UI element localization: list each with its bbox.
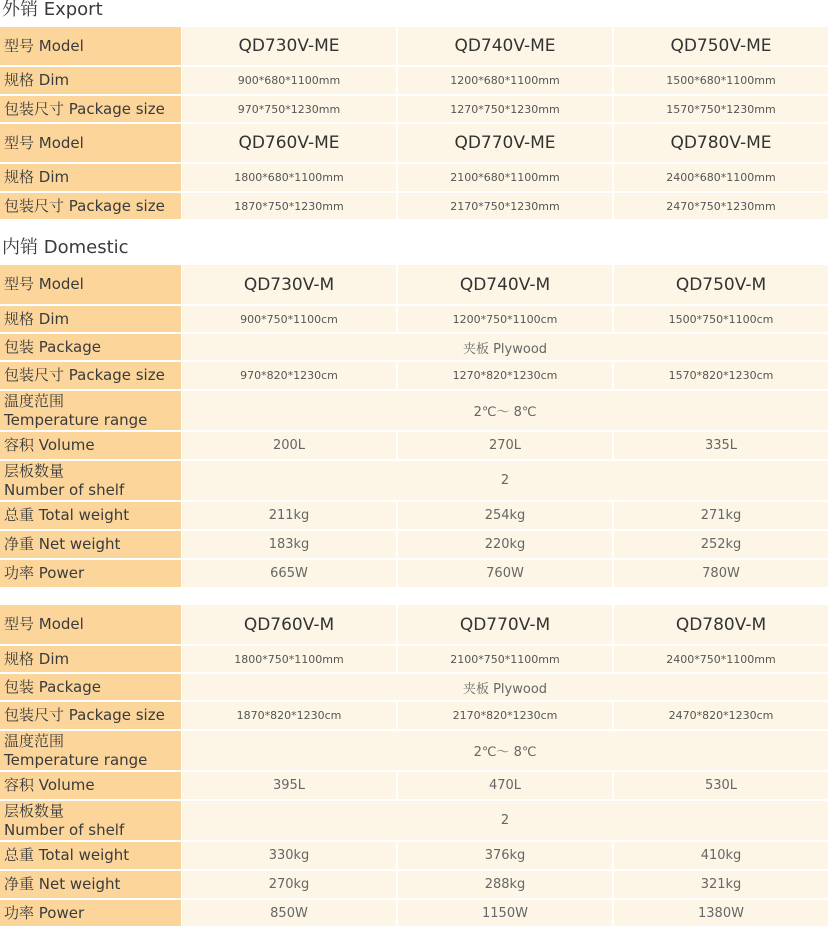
row-label xyxy=(0,391,181,430)
model-cell: QD770V-ME xyxy=(398,124,612,162)
row-label-en: Temperature range xyxy=(4,410,148,429)
shelf-cell: 2 xyxy=(182,461,828,500)
temperature-cell: 2℃～ 8℃ xyxy=(182,391,828,430)
row-label: 容积 Volume xyxy=(0,432,181,459)
package-size-cell: 1570*750*1230mm xyxy=(614,96,828,122)
row-label-cn: 层板数量 xyxy=(4,461,65,480)
package-size-cell: 1270*820*1230cm xyxy=(398,362,612,389)
shelf-cell: 2 xyxy=(182,801,828,840)
row-label: 容积 Volume xyxy=(0,772,181,799)
power-row xyxy=(0,560,828,587)
row-label: 包装尺寸 Package size xyxy=(0,96,181,122)
model-cell: QD740V-M xyxy=(398,265,612,304)
dim-row xyxy=(0,306,828,332)
dim-cell: 1500*750*1100cm xyxy=(614,306,828,332)
net-weight-cell: 220kg xyxy=(398,531,612,558)
row-label: 规格 Dim xyxy=(0,306,181,332)
model-row xyxy=(0,265,828,304)
power-row xyxy=(0,900,828,926)
export-section-title: 外销 Export xyxy=(2,0,103,20)
net-weight-row xyxy=(0,531,828,558)
temperature-cell: 2℃～ 8℃ xyxy=(182,731,828,770)
row-label: 型号 Model xyxy=(0,124,181,162)
model-cell: QD740V-ME xyxy=(398,27,612,65)
power-cell: 665W xyxy=(182,560,396,587)
model-cell: QD750V-ME xyxy=(614,27,828,65)
package-size-row xyxy=(0,96,828,122)
row-label: 净重 Net weight xyxy=(0,871,181,898)
package-size-cell: 1270*750*1230mm xyxy=(398,96,612,122)
net-weight-row xyxy=(0,871,828,898)
dim-row xyxy=(0,67,828,94)
volume-cell: 335L xyxy=(614,432,828,459)
domestic-section-title: 内销 Domestic xyxy=(2,237,129,258)
package-size-row xyxy=(0,193,828,219)
model-cell: QD730V-ME xyxy=(182,27,396,65)
package-row xyxy=(0,334,828,360)
package-size-cell: 970*750*1230mm xyxy=(182,96,396,122)
package-size-cell: 1570*820*1230cm xyxy=(614,362,828,389)
dim-cell: 2400*680*1100mm xyxy=(614,164,828,191)
row-label: 功率 Power xyxy=(0,560,181,587)
row-label-en: Temperature range xyxy=(4,750,148,769)
package-cell: 夹板 Plywood xyxy=(182,674,828,700)
volume-cell: 395L xyxy=(182,772,396,799)
row-label: 规格 Dim xyxy=(0,67,181,94)
row-label: 总重 Total weight xyxy=(0,842,181,869)
row-label: 型号 Model xyxy=(0,265,181,304)
row-label: 规格 Dim xyxy=(0,164,181,191)
package-size-row xyxy=(0,362,828,389)
row-label: 包装 Package xyxy=(0,334,181,360)
row-label: 规格 Dim xyxy=(0,646,181,672)
row-label xyxy=(0,461,181,500)
dim-cell: 900*750*1100cm xyxy=(182,306,396,332)
net-weight-cell: 288kg xyxy=(398,871,612,898)
volume-row xyxy=(0,772,828,799)
package-size-cell: 1870*750*1230mm xyxy=(182,193,396,219)
total-weight-row xyxy=(0,502,828,529)
volume-cell: 530L xyxy=(614,772,828,799)
package-cell: 夹板 Plywood xyxy=(182,334,828,360)
power-cell: 760W xyxy=(398,560,612,587)
row-label: 功率 Power xyxy=(0,900,181,926)
model-cell: QD730V-M xyxy=(182,265,396,304)
total-weight-cell: 330kg xyxy=(182,842,396,869)
power-cell: 1150W xyxy=(398,900,612,926)
row-label-cn: 温度范围 xyxy=(4,731,65,750)
dim-cell: 1200*680*1100mm xyxy=(398,67,612,94)
row-label: 型号 Model xyxy=(0,605,181,644)
row-label: 包装尺寸 Package size xyxy=(0,362,181,389)
model-cell: QD760V-ME xyxy=(182,124,396,162)
row-label: 型号 Model xyxy=(0,27,181,65)
total-weight-cell: 211kg xyxy=(182,502,396,529)
package-size-cell: 970*820*1230cm xyxy=(182,362,396,389)
shelf-row xyxy=(0,801,828,840)
row-label xyxy=(0,731,181,770)
volume-cell: 470L xyxy=(398,772,612,799)
package-size-row xyxy=(0,702,828,729)
row-label: 净重 Net weight xyxy=(0,531,181,558)
package-size-cell: 2170*820*1230cm xyxy=(398,702,612,729)
net-weight-cell: 321kg xyxy=(614,871,828,898)
model-cell: QD780V-ME xyxy=(614,124,828,162)
package-row xyxy=(0,674,828,700)
package-size-cell: 2470*750*1230mm xyxy=(614,193,828,219)
dim-row xyxy=(0,646,828,672)
volume-row xyxy=(0,432,828,459)
model-cell: QD770V-M xyxy=(398,605,612,644)
power-cell: 850W xyxy=(182,900,396,926)
power-cell: 1380W xyxy=(614,900,828,926)
row-label: 总重 Total weight xyxy=(0,502,181,529)
row-label xyxy=(0,801,181,840)
volume-cell: 270L xyxy=(398,432,612,459)
shelf-row xyxy=(0,461,828,500)
row-label-en: Number of shelf xyxy=(4,480,125,499)
power-cell: 780W xyxy=(614,560,828,587)
dim-row xyxy=(0,164,828,191)
model-row xyxy=(0,27,828,65)
temperature-row xyxy=(0,731,828,770)
model-cell: QD750V-M xyxy=(614,265,828,304)
package-size-cell: 2170*750*1230mm xyxy=(398,193,612,219)
model-cell: QD780V-M xyxy=(614,605,828,644)
row-label-en: Number of shelf xyxy=(4,820,125,839)
row-label-cn: 温度范围 xyxy=(4,391,65,410)
total-weight-cell: 410kg xyxy=(614,842,828,869)
package-size-cell: 1870*820*1230cm xyxy=(182,702,396,729)
net-weight-cell: 183kg xyxy=(182,531,396,558)
total-weight-cell: 376kg xyxy=(398,842,612,869)
total-weight-cell: 254kg xyxy=(398,502,612,529)
dim-cell: 2100*750*1100mm xyxy=(398,646,612,672)
dim-cell: 900*680*1100mm xyxy=(182,67,396,94)
temperature-row xyxy=(0,391,828,430)
row-label-cn: 层板数量 xyxy=(4,801,65,820)
model-cell: QD760V-M xyxy=(182,605,396,644)
net-weight-cell: 270kg xyxy=(182,871,396,898)
package-size-cell: 2470*820*1230cm xyxy=(614,702,828,729)
total-weight-cell: 271kg xyxy=(614,502,828,529)
net-weight-cell: 252kg xyxy=(614,531,828,558)
row-label: 包装尺寸 Package size xyxy=(0,193,181,219)
dim-cell: 1800*750*1100mm xyxy=(182,646,396,672)
row-label: 包装尺寸 Package size xyxy=(0,702,181,729)
dim-cell: 1500*680*1100mm xyxy=(614,67,828,94)
total-weight-row xyxy=(0,842,828,869)
dim-cell: 2100*680*1100mm xyxy=(398,164,612,191)
volume-cell: 200L xyxy=(182,432,396,459)
model-row xyxy=(0,605,828,644)
dim-cell: 2400*750*1100mm xyxy=(614,646,828,672)
row-label: 包装 Package xyxy=(0,674,181,700)
model-row xyxy=(0,124,828,162)
dim-cell: 1200*750*1100cm xyxy=(398,306,612,332)
dim-cell: 1800*680*1100mm xyxy=(182,164,396,191)
